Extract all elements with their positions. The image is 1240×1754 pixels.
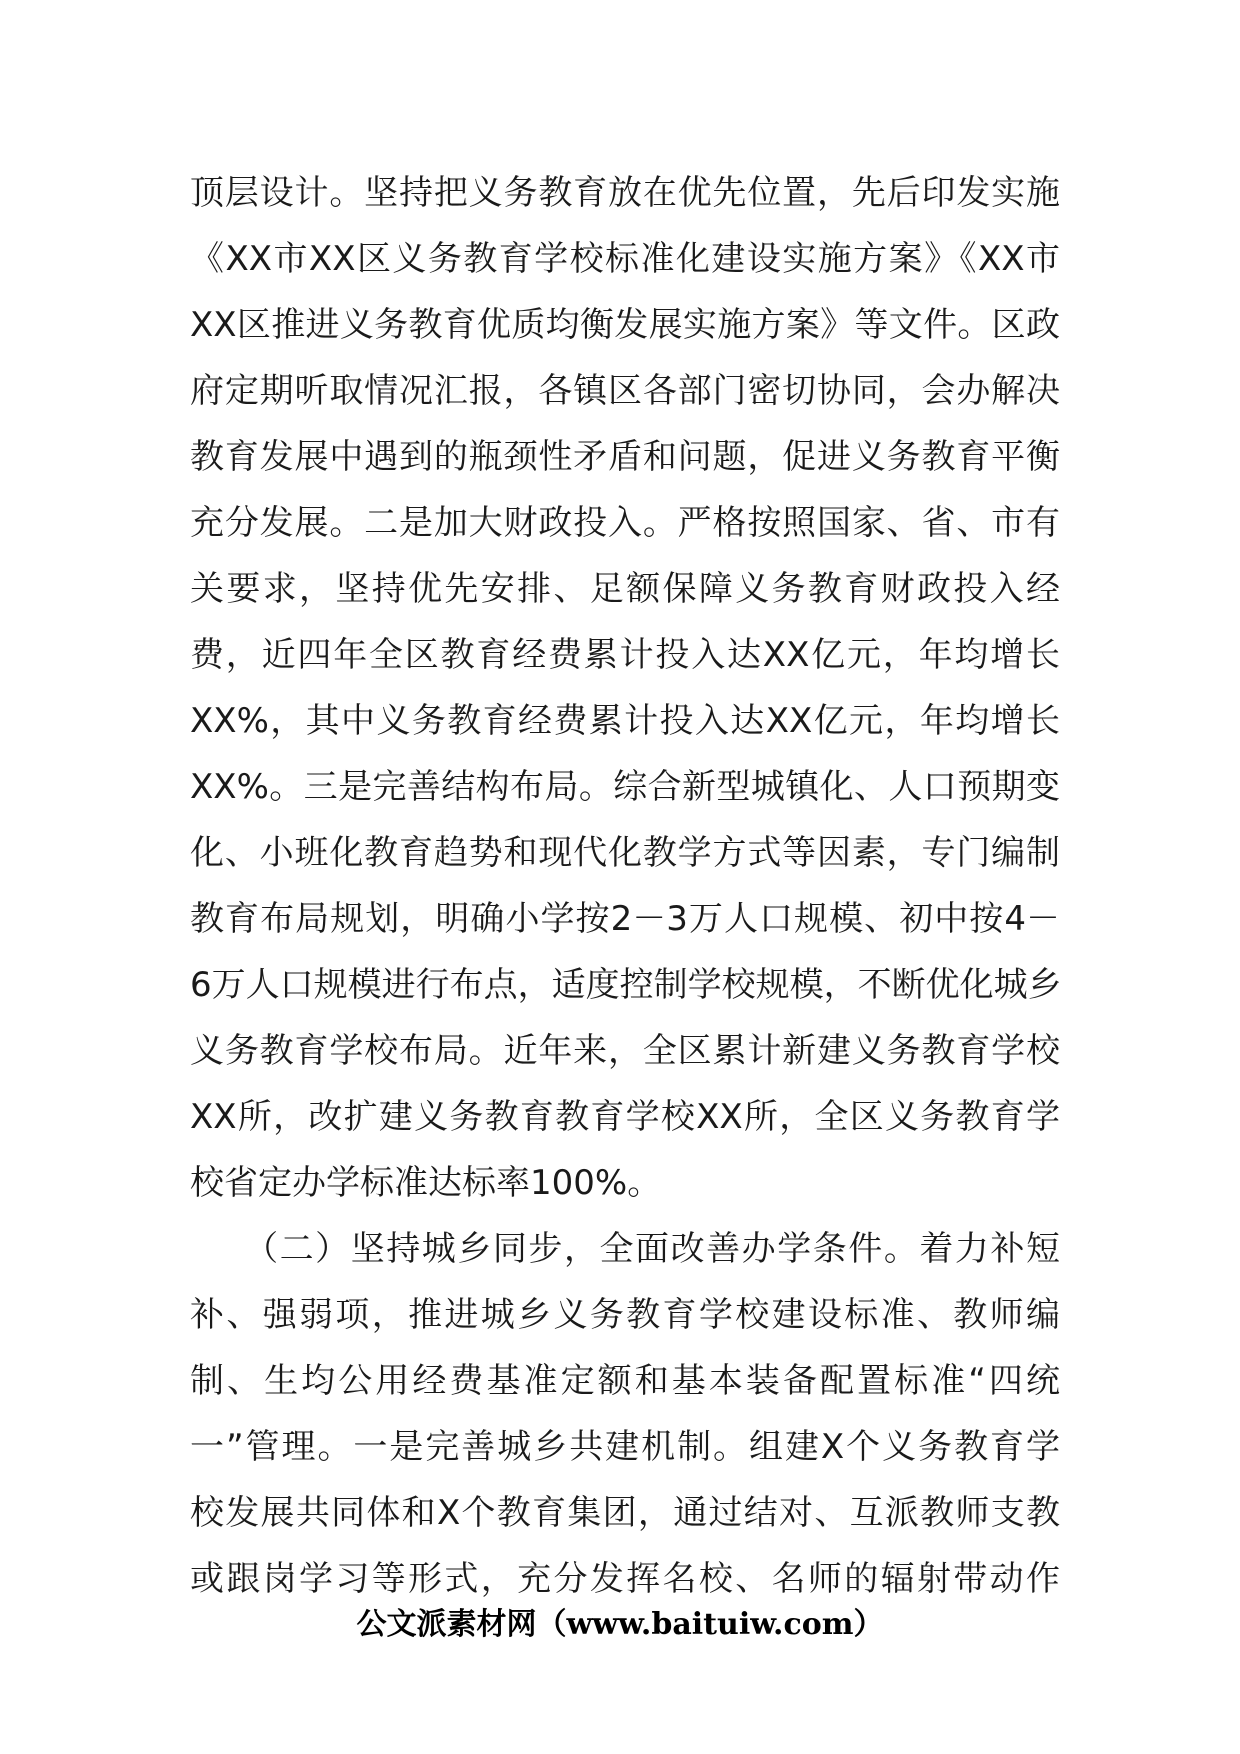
paragraph-end-line: 校省定办学标准达标率100%。 xyxy=(190,1163,662,1203)
text-line: 《XX市XX区义务教育学校标准化建设实施方案》《XX市 xyxy=(190,239,1060,279)
text-line: XX所，改扩建义务教育教育学校XX所，全区义务教育学 xyxy=(190,1097,1060,1137)
text-line: 6万人口规模进行布点，适度控制学校规模，不断优化城乡 xyxy=(190,965,1062,1005)
text-line: XX%。三是完善结构布局。综合新型城镇化、人口预期变 xyxy=(190,767,1060,807)
text-line: 化、小班化教育趋势和现代化教学方式等因素，专门编制 xyxy=(190,833,1060,873)
text-line: 教育布局规划，明确小学按2－3万人口规模、初中按4－ xyxy=(190,899,1060,939)
text-line: 一”管理。一是完善城乡共建机制。组建X个义务教育学 xyxy=(190,1427,1060,1467)
text-line: 充分发展。二是加大财政投入。严格按照国家、省、市有 xyxy=(190,503,1060,543)
text-line: （二）坚持城乡同步，全面改善办学条件。着力补短 xyxy=(190,1229,1060,1269)
document-body xyxy=(190,160,1060,1612)
text-line: 顶层设计。坚持把义务教育放在优先位置，先后印发实施 xyxy=(190,173,1060,213)
text-line: 补、强弱项，推进城乡义务教育学校建设标准、教师编 xyxy=(190,1295,1060,1335)
text-line: 或跟岗学习等形式，充分发挥名校、名师的辐射带动作 xyxy=(190,1559,1060,1599)
footer-watermark: 公文派素材网（www.baituiw.com） xyxy=(356,1607,884,1642)
text-line: 校发展共同体和X个教育集团，通过结对、互派教师支教 xyxy=(190,1493,1060,1533)
text-line: XX区推进义务教育优质均衡发展实施方案》等文件。区政 xyxy=(190,305,1060,345)
text-line: 制、生均公用经费基准定额和基本装备配置标准“四统 xyxy=(190,1361,1060,1401)
text-line: 义务教育学校布局。近年来，全区累计新建义务教育学校 xyxy=(190,1031,1060,1071)
text-line: 关要求，坚持优先安排、足额保障义务教育财政投入经 xyxy=(190,569,1060,609)
text-line: 府定期听取情况汇报，各镇区各部门密切协同，会办解决 xyxy=(190,371,1060,411)
text-line: 教育发展中遇到的瓶颈性矛盾和问题，促进义务教育平衡 xyxy=(190,437,1060,477)
text-line: 费，近四年全区教育经费累计投入达XX亿元，年均增长 xyxy=(190,635,1060,675)
text-line: XX%，其中义务教育经费累计投入达XX亿元，年均增长 xyxy=(190,701,1060,741)
